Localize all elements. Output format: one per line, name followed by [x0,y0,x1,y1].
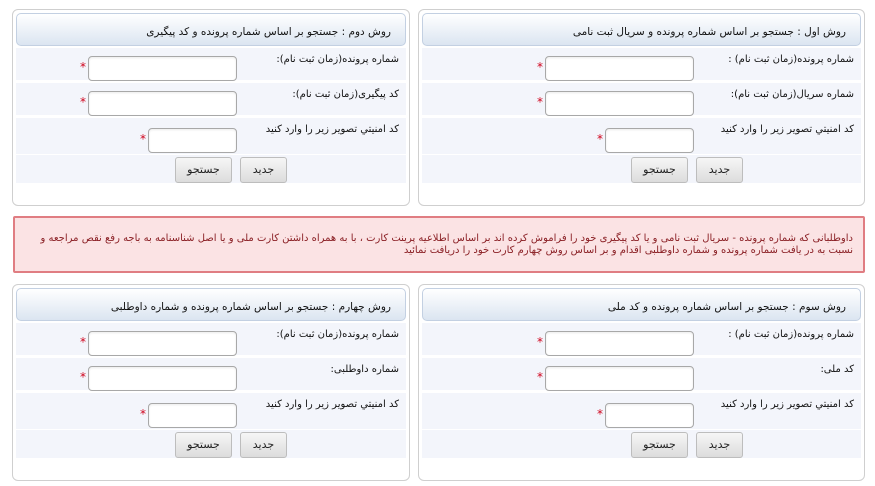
serial-number-input[interactable] [545,91,694,116]
captcha-label: كد امنيتي تصوير زير را وارد كنيد [720,399,854,410]
form-row-candidate-number [16,358,406,391]
required-mark: * [537,370,543,384]
button-row [16,155,406,184]
button-row [422,430,861,459]
required-mark: * [597,132,603,146]
national-code-label: کد ملی: [820,364,854,375]
search-button[interactable]: جستجو [175,432,232,458]
file-number-input[interactable] [88,331,237,356]
captcha-label: كد امنيتي تصوير زير را وارد كنيد [720,124,854,135]
form-row-national-code [422,358,861,391]
required-mark: * [597,407,603,421]
file-number-label: شماره پرونده(زمان ثبت نام): [276,54,399,65]
new-button[interactable]: جديد [696,432,743,458]
panel-title: روش دوم : جستجو بر اساس شماره پرونده و کد پيگيری [16,13,406,46]
captcha-input[interactable] [148,128,237,153]
form-row-captcha [16,393,406,430]
search-panel-method-3 [418,284,865,481]
form-row-serial-number [422,83,861,116]
search-button[interactable]: جستجو [631,157,688,183]
tracking-code-label: کد پيگيری(زمان ثبت نام): [292,89,399,100]
form-row-file-number [16,323,406,356]
form-row-captcha [422,118,861,155]
captcha-input[interactable] [605,403,694,428]
search-button[interactable]: جستجو [175,157,232,183]
panel-title: روش چهارم : جستجو بر اساس شماره پرونده و شماره داوطلبی [16,288,406,321]
file-number-input[interactable] [545,331,694,356]
form-row-file-number [16,48,406,81]
file-number-label: شماره پرونده(زمان ثبت نام) : [728,54,854,65]
search-button[interactable]: جستجو [631,432,688,458]
candidate-number-input[interactable] [88,366,237,391]
serial-number-label: شماره سريال(زمان ثبت نام): [730,89,854,100]
captcha-label: كد امنيتي تصوير زير را وارد كنيد [265,399,399,410]
national-code-input[interactable] [545,366,694,391]
button-row [16,430,406,459]
captcha-label: كد امنيتي تصوير زير را وارد كنيد [265,124,399,135]
required-mark: * [80,95,86,109]
new-button[interactable]: جديد [696,157,743,183]
file-number-label: شماره پرونده(زمان ثبت نام) : [728,329,854,340]
candidate-number-label: شماره داوطلبی: [330,364,399,375]
required-mark: * [140,407,146,421]
file-number-label: شماره پرونده(زمان ثبت نام): [276,329,399,340]
notice-message: داوطلبانی که شماره پرونده - سريال ثبت نامی و يا کد پيگيری خود را فراموش کرده اند بر اساس اطلاعيه پرينت کارت ، با به همراه داشتن کارت ملی و يا اصل شناسنامه به باجه رفع نقص مراجعه و نسبت به در يافت شماره پرونده و شماره داوطلبی اقدام و بر اساس روش چهارم کارت خود را دريافت نمائيد [13,216,865,273]
form-row-file-number [422,48,861,81]
tracking-code-input[interactable] [88,91,237,116]
required-mark: * [537,60,543,74]
captcha-input[interactable] [148,403,237,428]
form-row-tracking-code [16,83,406,116]
search-panel-method-1 [418,9,865,206]
search-panel-method-4 [12,284,410,481]
form-row-captcha [16,118,406,155]
required-mark: * [80,370,86,384]
panel-title: روش اول : جستجو بر اساس شماره پرونده و سريال ثبت نامی [422,13,861,46]
required-mark: * [80,60,86,74]
form-row-captcha [422,393,861,430]
file-number-input[interactable] [88,56,237,81]
panel-title: روش سوم : جستجو بر اساس شماره پرونده و کد ملی [422,288,861,321]
required-mark: * [537,95,543,109]
captcha-input[interactable] [605,128,694,153]
required-mark: * [140,132,146,146]
required-mark: * [80,335,86,349]
search-panel-method-2 [12,9,410,206]
button-row [422,155,861,184]
new-button[interactable]: جديد [240,157,287,183]
new-button[interactable]: جديد [240,432,287,458]
required-mark: * [537,335,543,349]
form-row-file-number [422,323,861,356]
file-number-input[interactable] [545,56,694,81]
